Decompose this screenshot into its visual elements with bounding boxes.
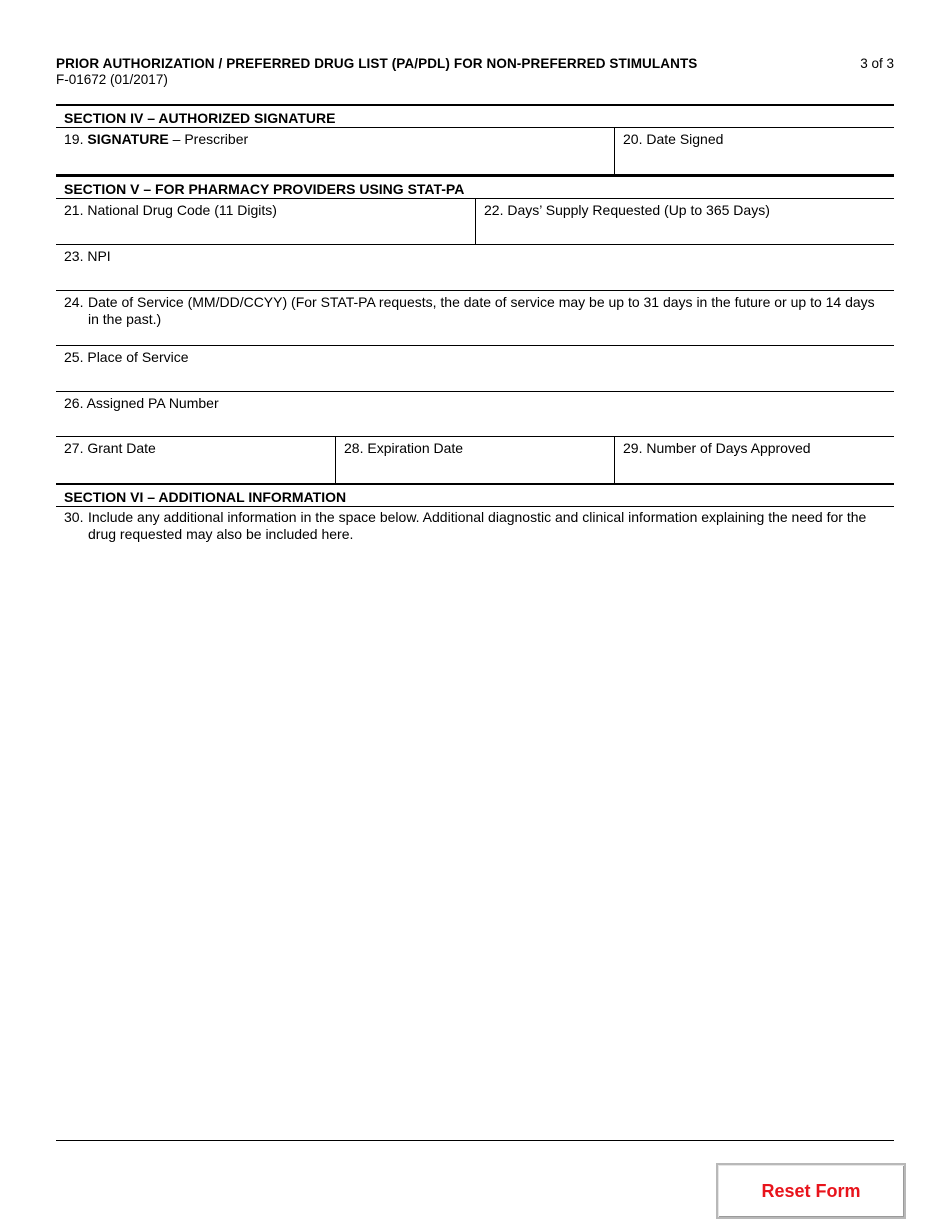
field-28-expiration-date[interactable] xyxy=(335,437,614,483)
field-19-signature[interactable] xyxy=(56,128,614,174)
field-29-label: 29. Number of Days Approved xyxy=(623,440,811,456)
ndc-row xyxy=(56,199,894,245)
field-20-date-signed[interactable] xyxy=(614,128,894,174)
pa-form xyxy=(56,104,894,1117)
page-indicator: 3 of 3 xyxy=(860,56,894,71)
form-number: F-01672 (01/2017) xyxy=(56,72,168,87)
field-27-grant-date[interactable] xyxy=(56,437,335,483)
field-24-number: 24. xyxy=(64,294,84,310)
place-of-service-row xyxy=(56,346,894,392)
section-vi-heading: SECTION VI – ADDITIONAL INFORMATION xyxy=(56,483,894,507)
field-28-label: 28. Expiration Date xyxy=(344,440,464,456)
field-21-label: 21. National Drug Code (11 Digits) xyxy=(64,202,277,218)
field-30-number: 30. xyxy=(64,509,84,525)
field-23-label: 23. NPI xyxy=(64,248,111,264)
field-26-label: 26. Assigned PA Number xyxy=(64,395,219,411)
bottom-divider xyxy=(56,1140,894,1141)
field-25-place-of-service[interactable] xyxy=(56,346,894,391)
date-of-service-row xyxy=(56,291,894,346)
form-title: PRIOR AUTHORIZATION / PREFERRED DRUG LIST (PA/PDL) FOR NON-PREFERRED STIMULANTS xyxy=(56,56,698,71)
field-29-days-approved[interactable] xyxy=(614,437,894,483)
npi-row xyxy=(56,245,894,291)
additional-info-row xyxy=(56,507,894,1117)
section-v-heading: SECTION V – FOR PHARMACY PROVIDERS USING STAT-PA xyxy=(56,175,894,199)
field-20-label: 20. Date Signed xyxy=(623,131,724,147)
field-22-label: 22. Days’ Supply Requested (Up to 365 Days) xyxy=(484,202,770,218)
grant-dates-row xyxy=(56,437,894,483)
section-iv-heading: SECTION IV – AUTHORIZED SIGNATURE xyxy=(56,104,894,128)
field-21-ndc[interactable] xyxy=(56,199,475,244)
reset-form-button[interactable]: Reset Form xyxy=(716,1163,906,1219)
field-19-bold-label: SIGNATURE xyxy=(87,131,169,147)
assigned-pa-row xyxy=(56,392,894,437)
signature-row xyxy=(56,128,894,175)
field-23-npi[interactable] xyxy=(56,245,894,290)
field-30-label: Include any additional information in the space below. Additional diagnostic and clinical information explaining the need for the drug requested may also be included here. xyxy=(88,509,867,542)
field-27-label: 27. Grant Date xyxy=(64,440,156,456)
field-25-label: 25. Place of Service xyxy=(64,349,189,365)
field-30-additional-info[interactable] xyxy=(56,507,894,1117)
field-22-days-supply[interactable] xyxy=(475,199,894,244)
field-19-number: 19. xyxy=(64,131,84,147)
field-19-label: – Prescriber xyxy=(168,131,249,147)
field-26-assigned-pa-number[interactable] xyxy=(56,392,894,436)
field-24-label: Date of Service (MM/DD/CCYY) (For STAT-PA requests, the date of service may be up to 31 days in the future or up to 14 days in the past.) xyxy=(88,294,875,327)
field-24-date-of-service[interactable] xyxy=(56,291,894,345)
